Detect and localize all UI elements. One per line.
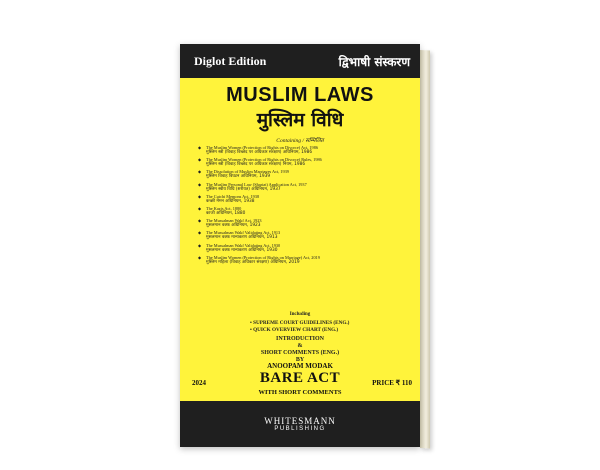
included-item: • SUPREME COURT GUIDELINES (ENG.) <box>250 320 350 326</box>
book <box>180 44 428 447</box>
introduction-block: INTRODUCTION & SHORT COMMENTS (ENG.) BY <box>260 336 340 363</box>
acts-list <box>198 145 408 267</box>
act-item: ◆ The Mussalman Wakf Act, 1923 मुसलमान वक्फ अधिनियम, 1923 <box>198 218 408 228</box>
bare-act-heading: BARE ACT <box>259 370 341 386</box>
publisher-subtitle: PUBLISHING <box>274 425 326 432</box>
included-items <box>250 320 349 334</box>
author-name: ANOOPAM MODAK <box>267 362 333 370</box>
act-item: ◆ The Muslim Personal Law (Shariat) Application Act, 1937 मुस्लिम स्वीय विधि (शरीयत) अधिनियम, 1937 <box>198 182 408 192</box>
publisher-logo: WHITESMANN <box>264 415 336 426</box>
act-item: ◆ The Mussalman Wakf Validating Act, 1913 मुसलमान वक्फ मान्यकरण अधिनियम, 1913 <box>198 230 408 240</box>
act-item: ◆ The Mussalman Wakf Validating Act, 1930 मुसलमान वक्फ मान्यकरण अधिनियम, 1930 <box>198 243 408 253</box>
book-page-edge <box>420 50 430 449</box>
price-label: PRICE ₹ 110 <box>372 379 412 387</box>
edition-hindi: द्विभाषी संस्करण <box>338 54 410 69</box>
act-item: ◆ The Muslim Women (Protection of Rights on Divorce) Act, 1986 मुस्लिम स्त्री (विवाह विच्छेद पर अधिकार संरक्षण) अधिनियम, 1986 <box>198 145 408 155</box>
publisher-band <box>180 401 420 447</box>
act-item: ◆ The Cutchi Memons Act, 1938 कच्छी मेमन अधिनियम, 1938 <box>198 194 408 204</box>
edition-english: Diglot Edition <box>194 53 267 68</box>
containing-label: Containing / सम्मिलित <box>276 138 324 144</box>
edition-year: 2024 <box>192 379 206 387</box>
included-item: • QUICK OVERVIEW CHART (ENG.) <box>250 327 339 333</box>
act-item: ◆ The Kazis Act, 1880 काजी अधिनियम, 1880 <box>198 206 408 216</box>
act-item: ◆ The Dissolution of Muslim Marriages Act, 1939 मुस्लिम विवाह विघटन अधिनियम, 1939 <box>198 169 408 179</box>
including-label: Including <box>289 312 311 317</box>
act-item: ◆ The Muslim Women (Protection of Rights on Marriage) Act, 2019 मुस्लिम महिला (विवाह अधिकार संरक्षण) अधिनियम, 2019 <box>198 255 408 265</box>
title-hindi: मुस्लिम विधि <box>256 109 344 131</box>
title-english: MUSLIM LAWS <box>226 84 374 106</box>
with-short-comments: WITH SHORT COMMENTS <box>258 389 342 396</box>
act-item: ◆ The Muslim Women (Protection of Rights on Divorce) Rules, 1986 मुस्लिम स्त्री (विवाह विच्छेद पर अधिकार संरक्षण) नियम, 1986 <box>198 157 408 167</box>
edition-band <box>180 44 420 78</box>
book-cover <box>180 44 420 447</box>
